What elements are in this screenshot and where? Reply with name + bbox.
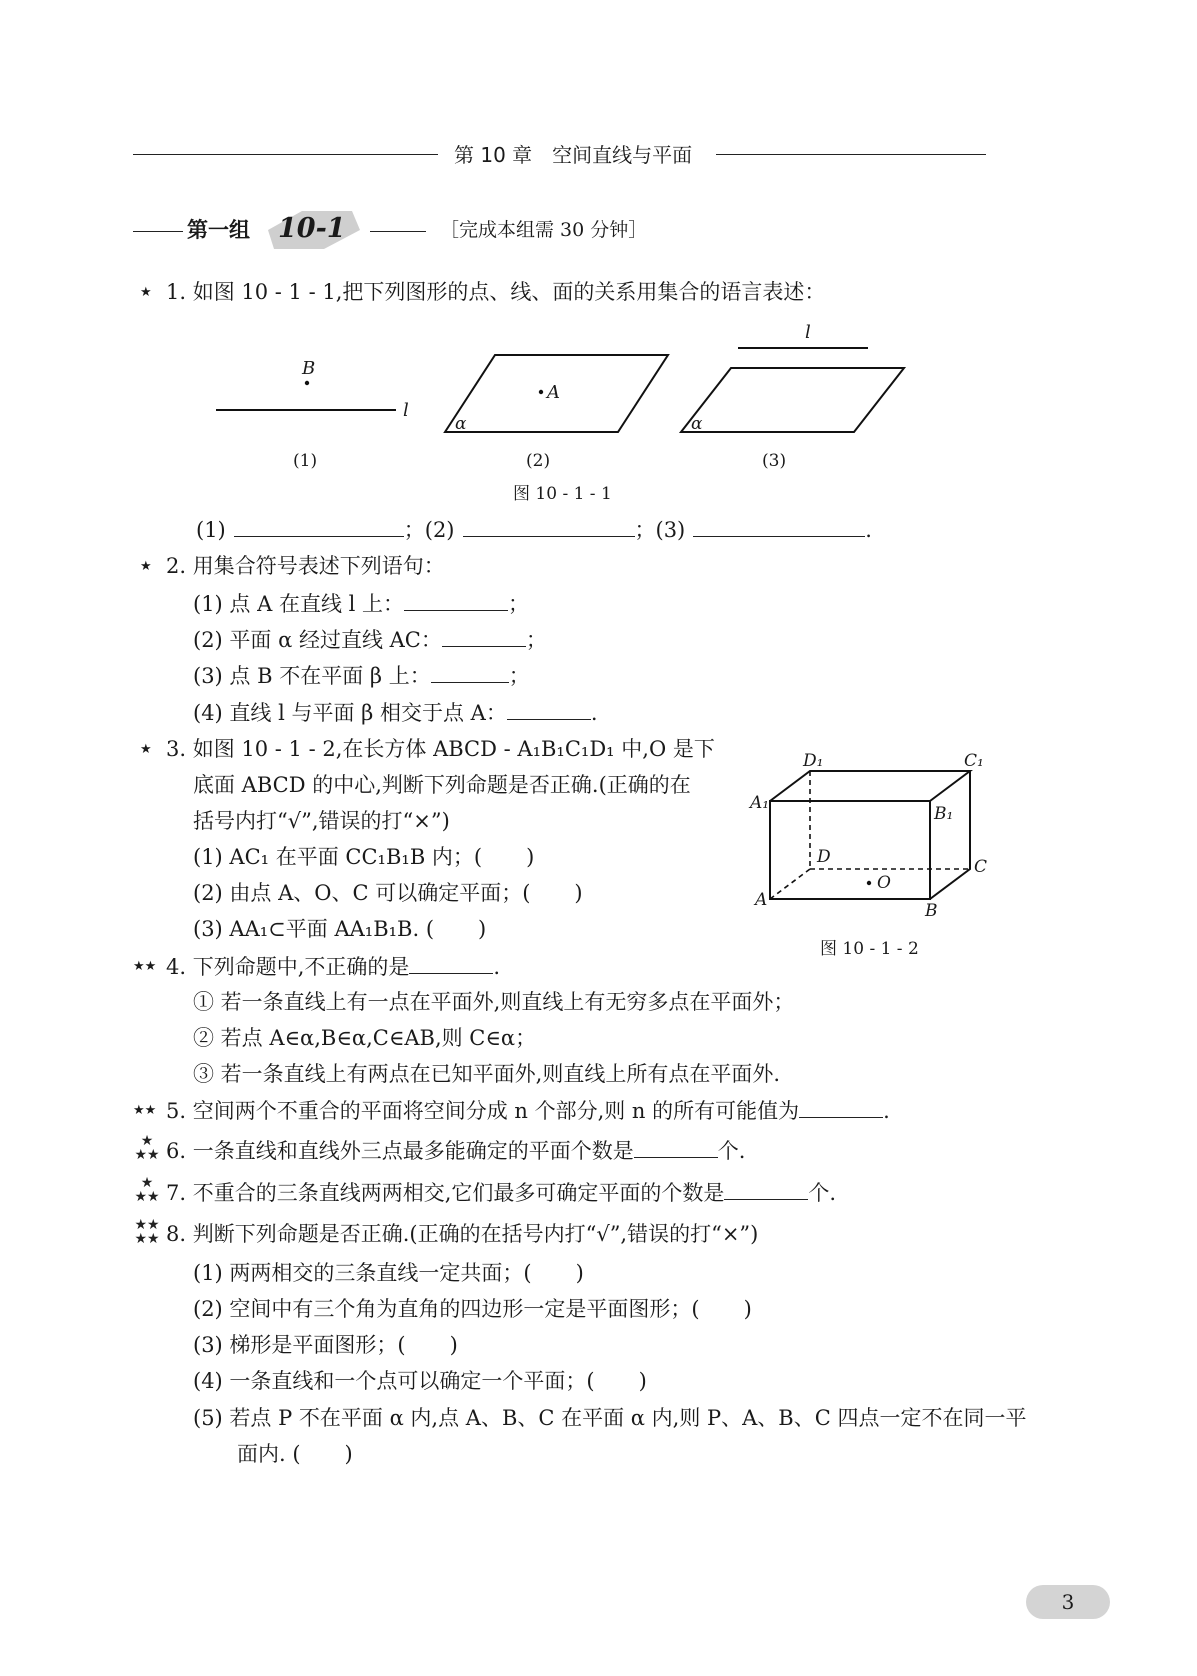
q2-text: 2. 用集合符号表述下列语句： — [166, 554, 445, 578]
q1-text: 1. 如图 10 - 1 - 1,把下列图形的点、线、面的关系用集合的语言表述： — [166, 280, 826, 304]
q3-line-3: 括号内打“√”,错误的打“×”) — [193, 809, 450, 833]
stars-q3: ★ — [140, 742, 152, 757]
q3-line-1: 3. 如图 10 - 1 - 2,在长方体 ABCD - A₁B₁C₁D₁ 中,O 是下 — [166, 737, 715, 761]
fig2-label-A: A — [547, 382, 560, 403]
header-rule-left — [133, 154, 438, 155]
figure-caption-10-1-2: 图 10 - 1 - 2 — [820, 939, 919, 959]
q8-item-4: (4) 一条直线和一个点可以确定一个平面；( ) — [193, 1369, 647, 1393]
figure-caption-10-1-1: 图 10 - 1 - 1 — [513, 484, 612, 504]
fig3-label-l: l — [805, 322, 811, 343]
q3-item-3: (3) AA₁⊂平面 AA₁B₁B. ( ) — [193, 917, 487, 941]
fig3-label-alpha: α — [691, 414, 703, 434]
cuboid-label-C1: C₁ — [964, 751, 984, 771]
q4-item-1: ① 若一条直线上有一点在平面外,则直线上有无穷多点在平面外； — [193, 990, 795, 1014]
group-rule-left — [133, 231, 183, 232]
q8-text: 8. 判断下列命题是否正确.(正确的在括号内打“√”,错误的打“×”) — [166, 1222, 759, 1246]
q8-item-2: (2) 空间中有三个角为直角的四边形一定是平面图形；( ) — [193, 1297, 752, 1321]
q8-item-1: (1) 两两相交的三条直线一定共面；( ) — [193, 1261, 584, 1285]
group-time: ［完成本组需 30 分钟］ — [440, 219, 648, 241]
cuboid-label-A1: A₁ — [750, 793, 770, 813]
fig1-label-B: B — [302, 358, 316, 379]
stars-q7: ★ ★★ — [134, 1175, 160, 1205]
fig1-caption: (1) — [293, 451, 318, 471]
fig1-label-l: l — [403, 400, 409, 421]
q1-answer-line: (1) ；(2) ；(3) . — [196, 514, 872, 545]
q5-text: 5. 空间两个不重合的平面将空间分成 n 个部分,则 n 的所有可能值为 . — [166, 1095, 890, 1126]
q2-item-2: (2) 平面 α 经过直线 AC： ； — [193, 624, 547, 655]
header-rule-right — [716, 154, 986, 155]
q3-item-2: (2) 由点 A、O、C 可以确定平面；( ) — [193, 881, 583, 905]
stars-q6: ★ ★★ — [134, 1133, 160, 1163]
q4-item-3: ③ 若一条直线上有两点在已知平面外,则直线上所有点在平面外. — [193, 1062, 781, 1086]
cuboid-label-O: O — [877, 873, 891, 893]
q4-item-2: ② 若点 A∈α,B∈α,C∈AB,则 C∈α； — [193, 1026, 537, 1050]
figure-10-1-1 — [200, 320, 920, 450]
q2-item-4: (4) 直线 l 与平面 β 相交于点 A： . — [193, 697, 598, 728]
q8-item-5-cont: 面内. ( ) — [237, 1442, 353, 1466]
q6-text: 6. 一条直线和直线外三点最多能确定的平面个数是 个. — [166, 1135, 745, 1166]
q2-item-3: (3) 点 B 不在平面 β 上： ； — [193, 660, 530, 691]
group-rule-right — [370, 231, 426, 232]
cuboid-label-D: D — [817, 847, 831, 867]
page-number: 3 — [1061, 1590, 1075, 1614]
fig2-caption: (2) — [526, 451, 551, 471]
q7-text: 7. 不重合的三条直线两两相交,它们最多可确定平面的个数是 个. — [166, 1177, 836, 1208]
cuboid-label-C: C — [974, 857, 988, 877]
group-label: 第一组 — [187, 218, 250, 242]
chapter-title: 第 10 章 空间直线与平面 — [454, 143, 693, 167]
q8-item-5: (5) 若点 P 不在平面 α 内,点 A、B、C 在平面 α 内,则 P、A、B、C 四点一定不在同一平 — [193, 1406, 1027, 1430]
q8-item-3: (3) 梯形是平面图形；( ) — [193, 1333, 458, 1357]
q2-item-1: (1) 点 A 在直线 l 上： ； — [193, 588, 529, 619]
cuboid-label-A: A — [755, 890, 768, 910]
fig3-caption: (3) — [762, 451, 787, 471]
q3-line-2: 底面 ABCD 的中心,判断下列命题是否正确.(正确的在 — [193, 773, 691, 797]
q3-item-1: (1) AC₁ 在平面 CC₁B₁B 内；( ) — [193, 845, 535, 869]
group-badge-text: 10-1 — [278, 213, 346, 244]
fig2-label-alpha: α — [455, 414, 467, 434]
figure-10-1-2-cuboid — [750, 755, 1000, 915]
cuboid-label-B: B — [925, 901, 938, 921]
cuboid-label-B1: B₁ — [934, 804, 954, 824]
stars-q8: ★★ ★★ — [134, 1217, 160, 1247]
cuboid-label-D1: D₁ — [803, 751, 824, 771]
stars-q1: ★ — [140, 285, 152, 300]
stars-q4: ★★ — [133, 959, 157, 974]
stars-q2: ★ — [140, 559, 152, 574]
q4-text: 4. 下列命题中,不正确的是 . — [166, 951, 500, 982]
stars-q5: ★★ — [133, 1103, 157, 1118]
